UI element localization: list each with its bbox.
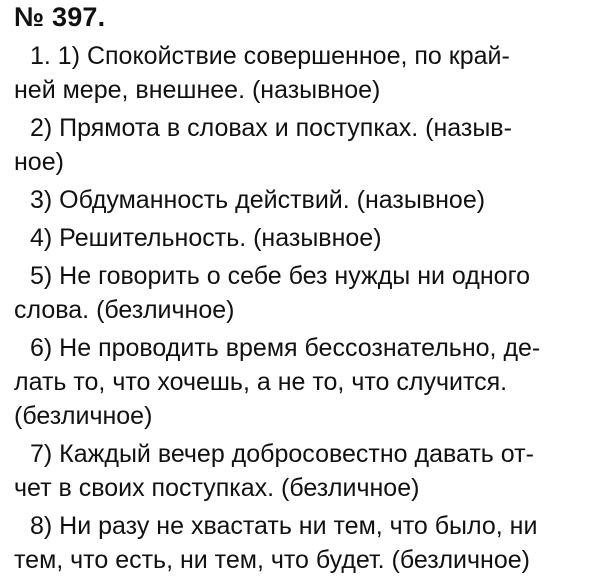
text-line: ное) [14,148,64,176]
text-line: (безличное) [14,402,153,430]
text-line: 6) Не проводить время бессознательно, де- [30,334,541,362]
exercise-number: № 397. [14,2,106,32]
text-line: 4) Решительность. (назывное) [30,224,382,252]
text-line: 2) Прямота в словах и поступках. (назыв- [30,114,512,142]
text-line: слова. (безличное) [14,296,235,324]
text-line: 8) Ни разу не хвастать ни тем, что было, ни [30,512,538,540]
text-line: 1. 1) Спокойствие совершенное, по край- [30,42,510,70]
text-line: 3) Обдуманность действий. (назывное) [30,186,486,214]
text-line: 7) Каждый вечер добросовестно давать от- [30,440,534,468]
text-line: 5) Не говорить о себе без нужды ни одного [30,262,531,290]
text-line: лать то, что хочешь, а не то, что случится. [14,368,508,396]
text-line: тем, что есть, ни тем, что будет. (безличное) [14,546,530,574]
text-line: ней мере, внешнее. (назывное) [14,76,381,104]
text-line: чет в своих поступках. (безличное) [14,474,420,502]
